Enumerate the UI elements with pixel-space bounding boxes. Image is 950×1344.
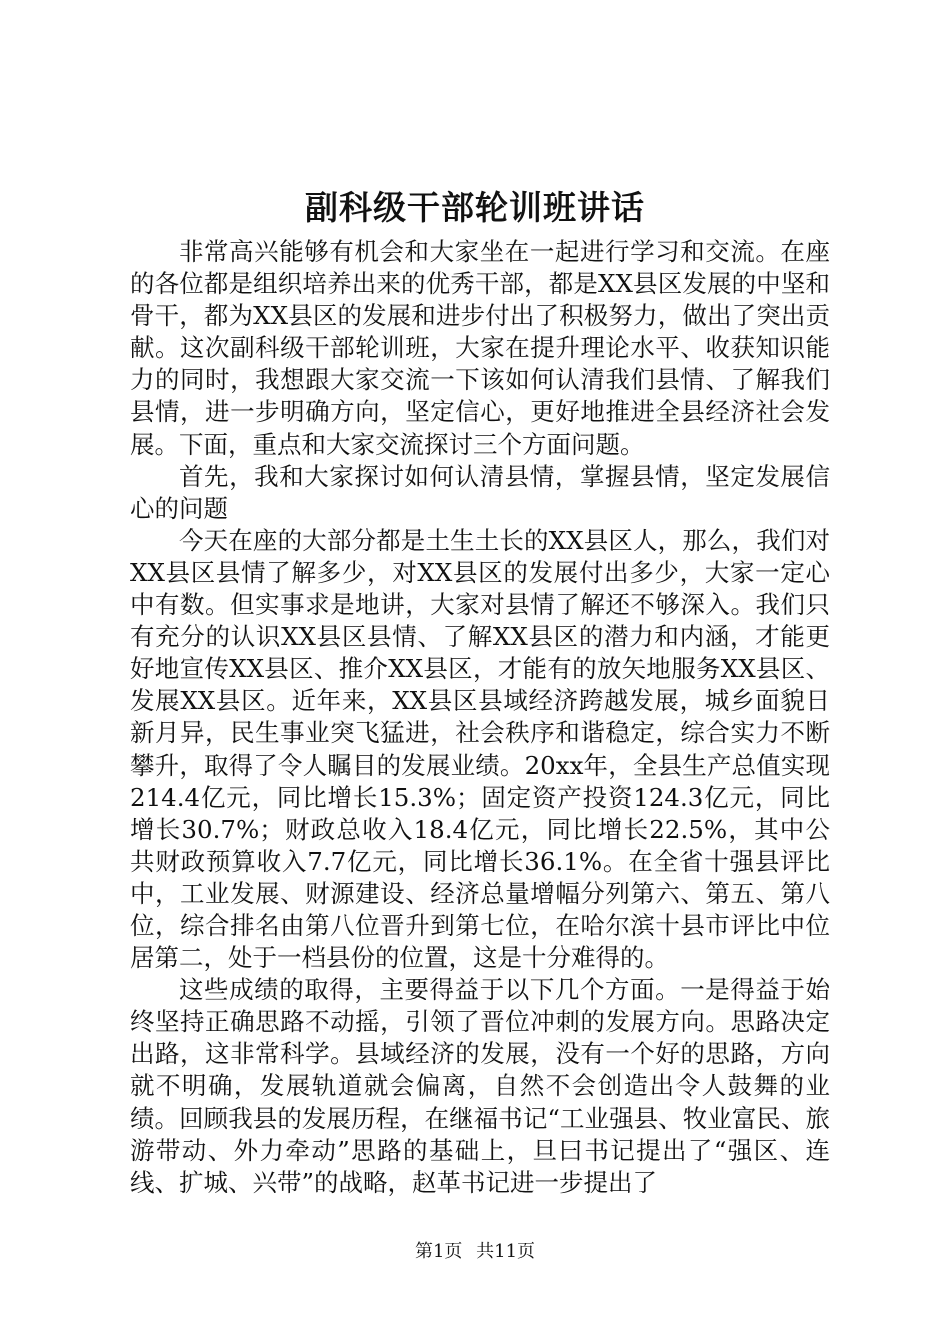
page-number: 第1页 <box>414 1241 463 1262</box>
paragraph-county-situation: 今天在座的大部分都是土生土长的XX县区人，那么，我们对XX县区县情了解多少，对XX县区的发展付出多少，大家一定心中有数。但实事求是地讲，大家对县情了解还不够深入。我们只有充分的认识XX县区县情、了解XX县区的潜力和内涵，才能更好地宣传XX县区、推介XX县区，才能有的放矢地服务XX县区、发展XX县区。近年来，XX县区县域经济跨越发展，城乡面貌日新月异，民生事业突飞猛进，社会秩序和谐稳定，综合实力不断攀升，取得了令人瞩目的发展业绩。20xx年，全县生产总值实现214.4亿元，同比增长15.3%；固定资产投资124.3亿元，同比增长30.7%；财政总收入18.4亿元，同比增长22.5%，其中公共财政预算收入7.7亿元，同比增长36.1%。在全省十强县评比中，工业发展、财源建设、经济总量增幅分列第六、第五、第八位，综合排名由第八位晋升到第七位，在哈尔滨十县市评比中位居第二，处于一档县份的位置，这是十分难得的。 <box>130 525 830 973</box>
paragraph-intro: 非常高兴能够有机会和大家坐在一起进行学习和交流。在座的各位都是组织培养出来的优秀干部，都是XX县区发展的中坚和骨干，都为XX县区的发展和进步付出了积极努力，做出了突出贡献。这次副科级干部轮训班，大家在提升理论水平、收获知识能力的同时，我想跟大家交流一下该如何认清我们县情、了解我们县情，进一步明确方向，坚定信心，更好地推进全县经济社会发展。下面，重点和大家交流探讨三个方面问题。 <box>130 237 830 459</box>
paragraph-achievements: 这些成绩的取得，主要得益于以下几个方面。一是得益于始终坚持正确思路不动摇，引领了晋位冲刺的发展方向。思路决定出路，这非常科学。县域经济的发展，没有一个好的思路，方向就不明确，发展轨道就会偏离，自然不会创造出令人鼓舞的业绩。回顾我县的发展历程，在继福书记“工业强县、牧业富民、旅游带动、外力牵动”思路的基础上，旦曰书记提出了“强区、连线、扩城、兴带”的战略，赵革书记进一步提出了 <box>130 975 830 1197</box>
page-total: 共11页 <box>476 1241 536 1262</box>
paragraph-topic-one: 首先，我和大家探讨如何认清县情，掌握县情，坚定发展信心的问题 <box>130 461 830 523</box>
document-body <box>130 236 830 1199</box>
page-footer <box>0 1240 950 1264</box>
document-title: 副科级干部轮训班讲话 <box>305 188 645 227</box>
